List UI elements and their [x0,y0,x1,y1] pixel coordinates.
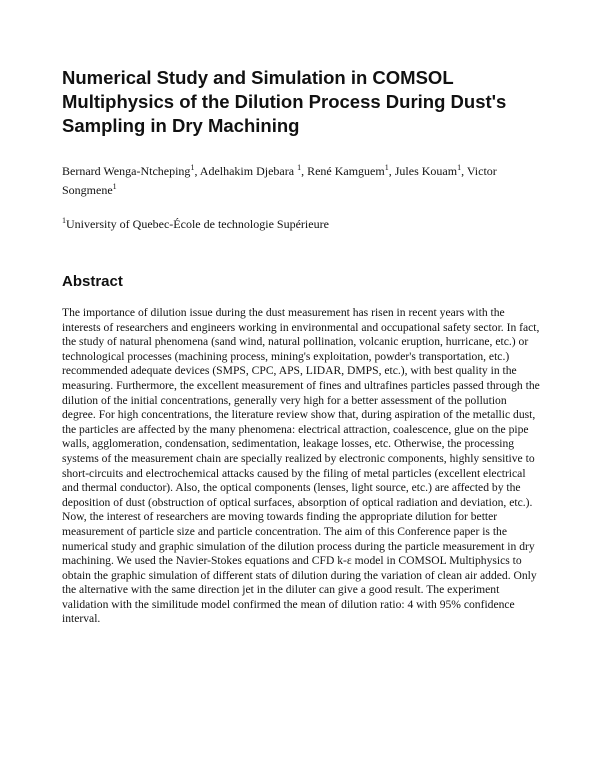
author-list: Bernard Wenga-Ntcheping$^1$, Adelhakim Djebara $^1$, René Kamguem$^1$, Jules Kouam$^1$, Victor Songmene$^1$ [62,163,497,197]
author-affiliation-mark: 1 [297,163,302,172]
abstract-body: The importance of dilution issue during the dust measurement has risen in recent years with the interests of researchers and engineers working in environmental and occupational safety sector. In fact, the study of natural phenomena (sand wind, natural pollination, volcanic eruption, hurricane, etc.) or technological processes (machining process, mining's exploitation, powder's transportation, etc.) recommended adequate devices (SMPS, CPC, APS, LIDAR, DMPS, etc.), with best quality in the measuring. Furthermore, the excellent measurement of fines and ultrafines particles passed through the dilution of the initial concentrations, generally very high for a better assessment of the pollution degree. For high concentrations, the literature review show that, during aspiration of the metallic dust, the particles are affected by the many phenomena: electrical attraction, coalescence, glue on the pipe walls, agglomeration, condensation, sedimentation, leakage losses, etc. Otherwise, the processing systems of the measurement chain are specially realized by electronic components, highly sensitive to short-circuits and electrochemical attacks caused by the filing of metal particles (excellent electrical and thermal conductor). Also, the optical components (lenses, light source, etc.) are affected by the deposition of dust (obstruction of optical surfaces, absorption of optical radiation and deviation, etc.). Now, the interest of researchers are moving towards finding the appropriate dilution for better measurement of particle size and particle concentration. The aim of this Conference paper is the numerical study and graphic simulation of the dilution process during the particle measurement in dry machining. We used the Navier-Stokes equations and CFD k-ε model in COMSOL Multiphysics to obtain the graphic simulation of different stats of dilution during the variation of clean air added. Only the alternative with the same direction jet in the diluter can give a good result. The experiment validation with the similitude model confirmed the mean of dilution ratio: 4 with 95% confidence interval. [62,306,540,626]
affiliation-mark: 1 [62,216,66,225]
author-name: Bernard Wenga-Ntcheping [62,164,191,178]
affiliation [62,213,540,232]
author-affiliation-mark: 1 [384,163,389,172]
author-affiliation-mark: 1 [457,163,462,172]
affiliation-text: University of Quebec-École de technologie Supérieure [66,217,329,231]
author-name: René Kamguem [307,164,385,178]
abstract-heading: Abstract [62,273,123,290]
author-name: Jules Kouam [394,164,458,178]
author-affiliation-mark: 1 [112,182,117,191]
author-name: Adelhakim Djebara [199,164,295,178]
author-name: Victor Songmene [62,164,497,197]
author-affiliation-mark: 1 [190,163,195,172]
paper-title: Numerical Study and Simulation in COMSOL Multiphysics of the Dilution Process During Dust's Sampling in Dry Machining [62,67,507,136]
paper-page [62,66,540,627]
